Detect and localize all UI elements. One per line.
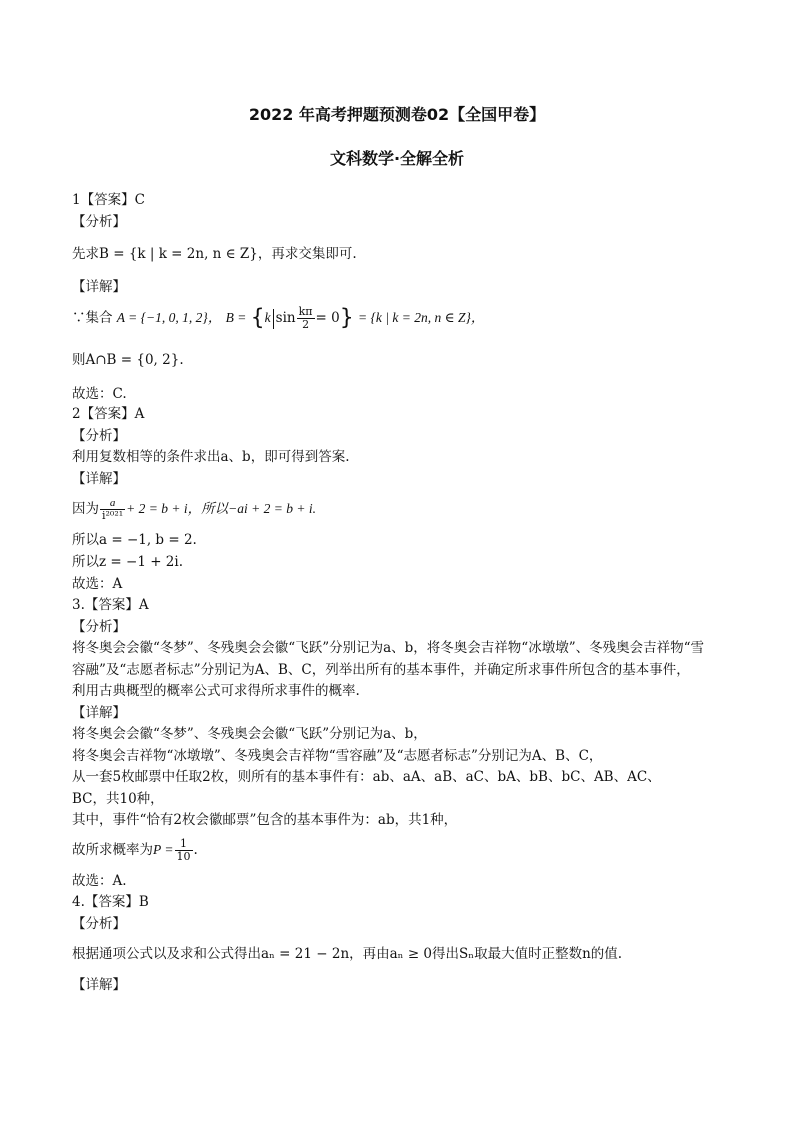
q3-detail-5: 其中，事件“恰有2枚会徽邮票”包含的基本事件为：ab，共1种，: [72, 812, 458, 828]
q3-analysis-2: 容融”及“志愿者标志”分别记为A、B、C，列举出所有的基本事件，并确定所求事件所包含的基本事件，: [72, 662, 690, 678]
q1-detail-label: 【详解】: [72, 279, 126, 295]
q2-detail-2: 所以a = −1, b = 2.: [72, 532, 197, 548]
q3-detail-2: 将冬奥会吉祥物“冰墩墩”、冬残奥会吉祥物“雪容融”及“志愿者标志”分别记为A、B、C，: [72, 748, 603, 764]
q1-set-b-rhs: = {k | k = 2n, n ∈ Z}，: [358, 310, 485, 325]
q4-analysis-label: 【分析】: [72, 916, 126, 932]
q1-analysis-label: 【分析】: [72, 214, 126, 230]
q2-detail-1: 因为 $\frac{a}{\text{i²⁰²¹}}$ + 2 = b + i，所以−ai + 2 = b + i.: [72, 497, 316, 522]
q1-analysis: 先求B = {k | k = 2n, n ∈ Z}，再求交集即可.: [72, 246, 357, 262]
left-brace-icon: {: [250, 305, 265, 331]
q3-answer: 3.【答案】A: [72, 597, 149, 613]
q3-detail-1: 将冬奥会会徽“冬梦”、冬残奥会会徽“飞跃”分别记为a、b，: [72, 726, 427, 742]
q2-detail-label: 【详解】: [72, 471, 126, 487]
q2-answer: 2【答案】A: [72, 406, 145, 422]
q3-choice: 故选：A.: [72, 873, 127, 889]
fraction-one-tenth: $\frac{1}{10}$: [176, 837, 191, 863]
document-title: 2022 年高考押题预测卷02【全国甲卷】: [248, 105, 546, 124]
q3-analysis-label: 【分析】: [72, 619, 126, 635]
q1-answer: 1【答案】C: [72, 192, 145, 208]
q4-answer: 4.【答案】B: [72, 894, 149, 910]
fraction-k-pi: $\frac{k\pi}{2}$: [298, 305, 313, 331]
q2-choice: 故选：A: [72, 576, 123, 592]
right-brace-icon: }: [339, 305, 354, 331]
q1-choice: 故选：C.: [72, 386, 127, 402]
document-subtitle: 文科数学·全解全析: [329, 149, 465, 168]
q1-set-a: A = {−1, 0, 1, 2}，: [116, 310, 222, 325]
q2-detail-3: 所以z = −1 + 2i.: [72, 554, 183, 570]
q2-analysis-label: 【分析】: [72, 428, 126, 444]
divider-bar: [273, 309, 274, 329]
q3-analysis-1: 将冬奥会会徽“冬梦”、冬残奥会会徽“飞跃”分别记为a、b，将冬奥会吉祥物“冰墩墩”、冬残奥会吉祥物“雪: [72, 640, 705, 656]
q4-analysis: 根据通项公式以及求和公式得出aₙ = 21 − 2n，再由aₙ ≥ 0得出Sₙ取最大值时正整数n的值.: [72, 946, 623, 962]
fraction-a-over-i: $\frac{a}{\text{i²⁰²¹}}$: [102, 497, 124, 522]
q1-set-b-lhs: B =: [225, 310, 247, 325]
q1-result: 则A∩B = {0, 2}.: [72, 352, 184, 368]
q1-detail-prefix: ∵集合: [72, 310, 113, 326]
q3-detail-6: 故所求概率为P = $\frac{1}{10}$ .: [72, 837, 198, 863]
q4-detail-label: 【详解】: [72, 977, 126, 993]
q1-detail-sets: ∵集合 A = {−1, 0, 1, 2}， B = {k sin $\frac{k\pi}{2}$ = 0} = {k | k = 2n, n ∈ Z}，: [72, 305, 485, 331]
q3-detail-3: 从一套5枚邮票中任取2枚，则所有的基本事件有：ab、aA、aB、aC、bA、bB、bC、AB、AC、: [72, 769, 661, 785]
q3-analysis-3: 利用古典概型的概率公式可求得所求事件的概率.: [72, 683, 360, 699]
q2-analysis: 利用复数相等的条件求出a、b，即可得到答案.: [72, 449, 350, 465]
q3-detail-label: 【详解】: [72, 705, 126, 721]
q3-detail-4: BC，共10种，: [72, 791, 164, 807]
